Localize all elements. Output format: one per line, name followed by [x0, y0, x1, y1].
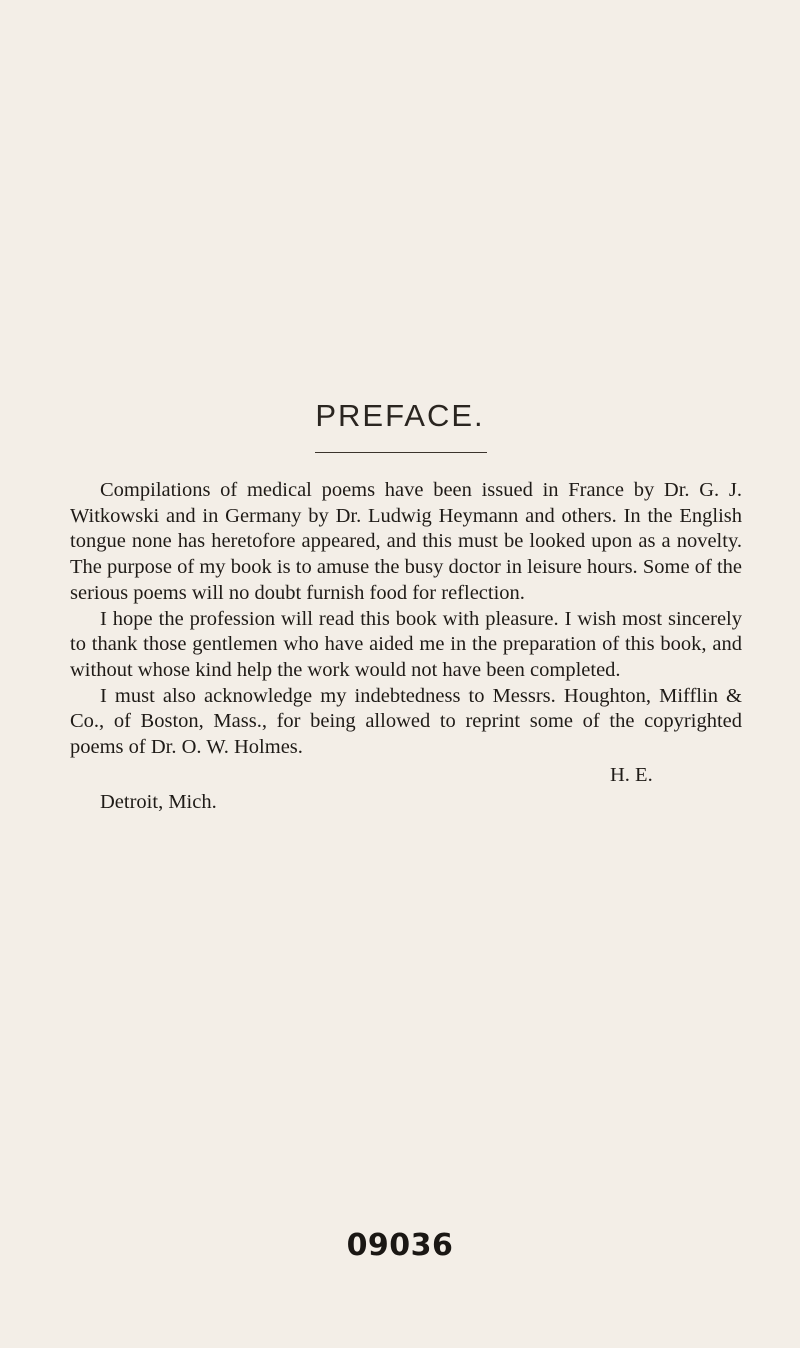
stamp-number: 09036 [346, 1228, 454, 1263]
signature-initials: H. E. [610, 764, 653, 786]
paragraph-3: I must also acknowledge my indebtedness to Messrs. Houghton, Mifflin & Co., of Boston, Mass., for being allowed to reprint some of the copyrighted poems of Dr. O. W. Holmes. [70, 684, 742, 759]
paragraph-2: I hope the profession will read this book with pleasure. I wish most sincerely to thank those gentlemen who have aided me in the preparation of this book, and without whose kind help the work would not have been completed. [70, 607, 742, 681]
title-rule [315, 452, 487, 453]
place-line: Detroit, Mich. [100, 791, 217, 813]
paragraph-1: Compilations of medical poems have been issued in France by Dr. G. J. Witkowski and in Germany by Dr. Ludwig Heymann and others. In the English tongue none has heretofore appeared, and this must be looked upon as a novelty. The purpose of my book is to amuse the busy doctor in leisure hours. Some of the serious poems will no doubt furnish food for reflection. [70, 479, 742, 604]
preface-body [70, 478, 742, 761]
page-title: PREFACE. [315, 398, 485, 433]
